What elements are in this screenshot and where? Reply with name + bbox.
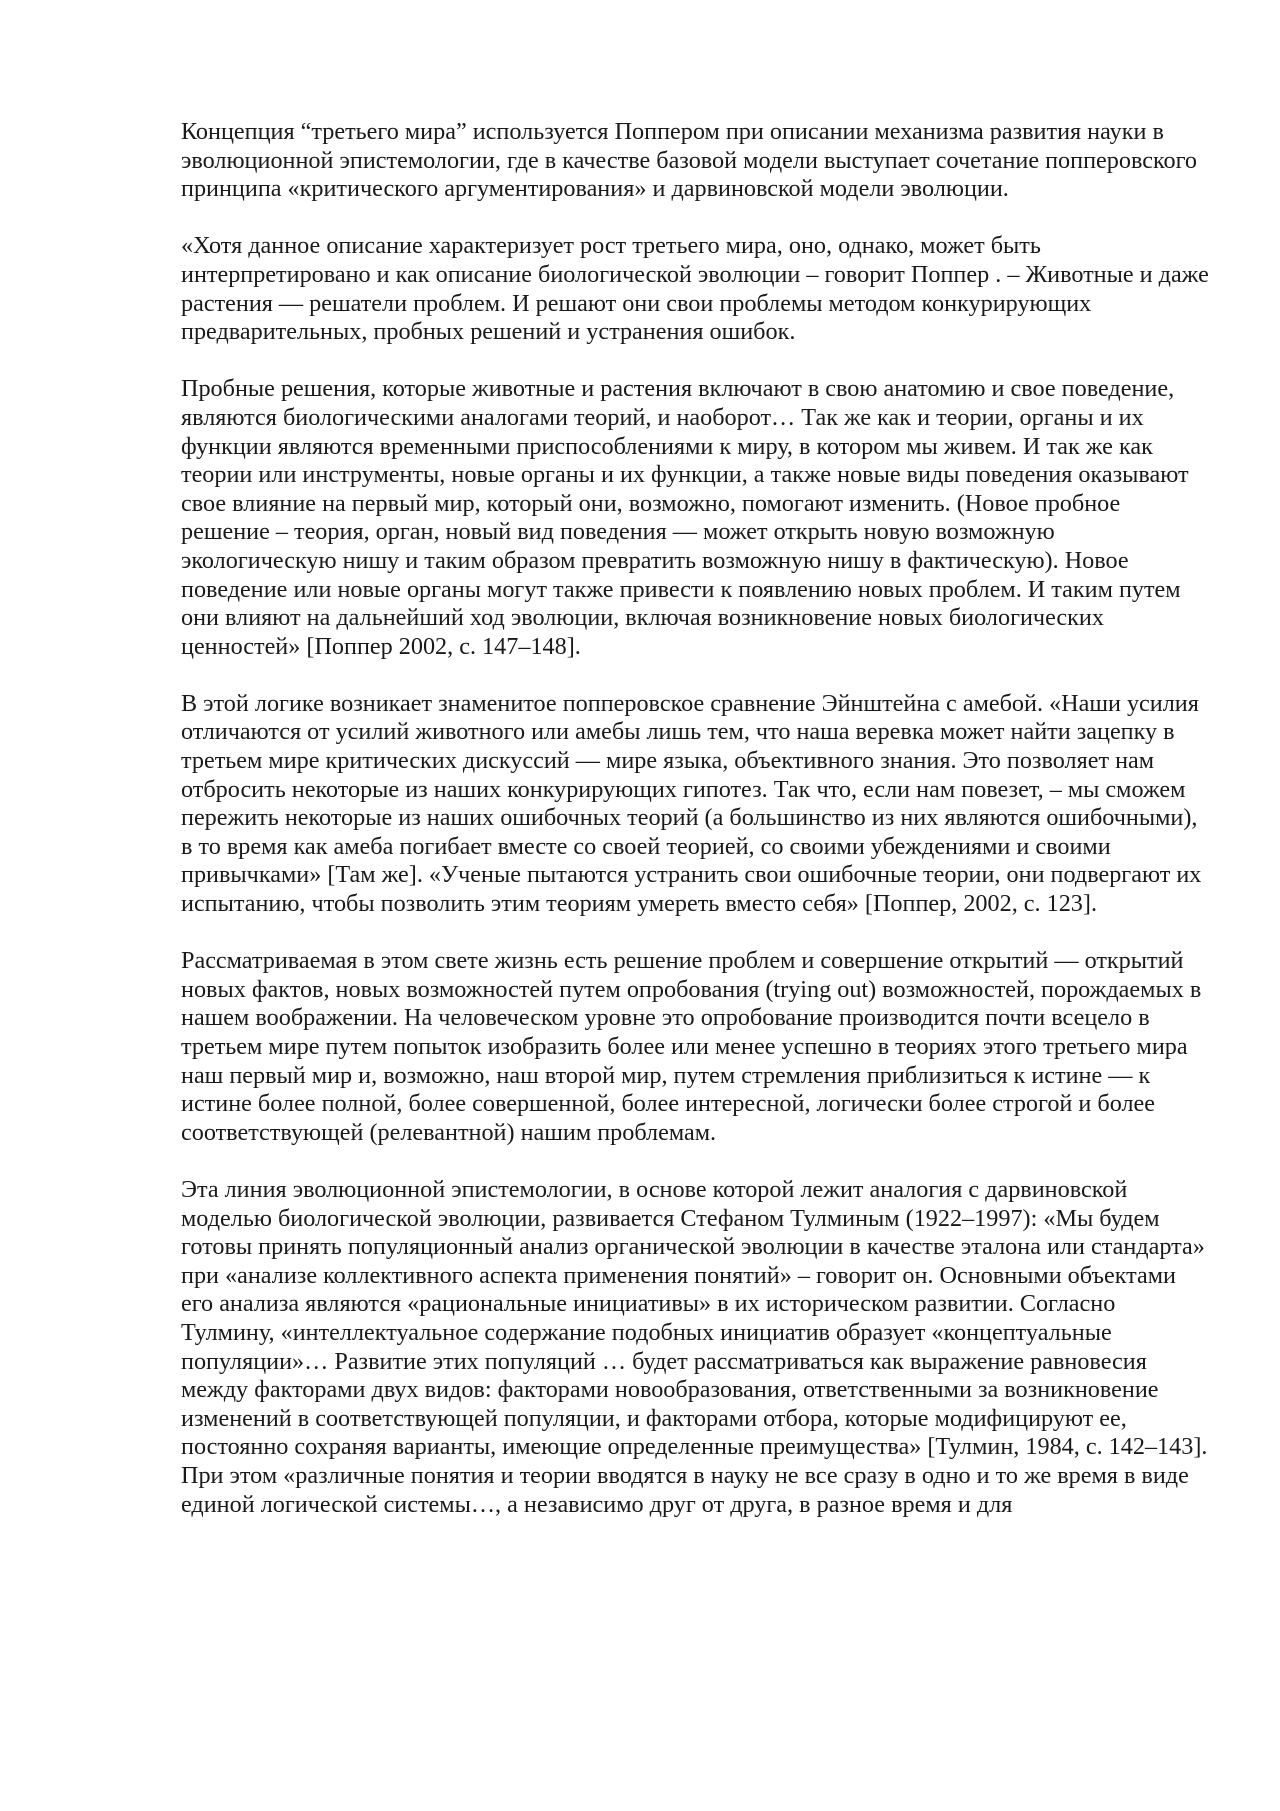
- document-body: [181, 118, 1211, 1519]
- paragraph-popper-quote-evolution: «Хотя данное описание характеризует рост третьего мира, оно, однако, может быть интерпретировано и как описание биологической эволюции – говорит Поппер . – Животные и даже растения — решатели проблем. И решают они свои проблемы методом конкурирующих предварительных, пробных решений и устранения ошибок.: [181, 232, 1209, 346]
- paragraph-trial-solutions: Пробные решения, которые животные и растения включают в свою анатомию и свое поведение, являются биологическими аналогами теорий, и наоборот… Так же как и теории, органы и их функции являются временными приспособлениями к миру, в котором мы живем. И так же как теории или инструменты, новые органы и их функции, а также новые виды поведения оказывают свое влияние на первый мир, который они, возможно, помогают изменить. (Новое пробное решение – теория, орган, новый вид поведения — может открыть новую возможную экологическую нишу и таким образом превратить возможную нишу в фактическую). Новое поведение или новые органы могут также привести к появлению новых проблем. И таким путем они влияют на дальнейший ход эволюции, включая возникновение новых биологических ценностей» [Поппер 2002, с. 147–148].: [181, 375, 1189, 660]
- paragraph-einstein-amoeba: В этой логике возникает знаменитое попперовское сравнение Эйнштейна с амебой. «Наши усилия отличаются от усилий животного или амебы лишь тем, что наша веревка может найти зацепку в третьем мире критических дискуссий — мире языка, объективного знания. Это позволяет нам отбросить некоторые из наших конкурирующих гипотез. Так что, если нам повезет, – мы сможем пережить некоторые из наших ошибочных теорий (а большинство из них являются ошибочными), в то время как амеба погибает вместе со своей теорией, со своими убеждениями и своими привычками» [Там же]. «Ученые пытаются устранить свои ошибочные теории, они подвергают их испытанию, чтобы позволить этим теориям умереть вместо себя» [Поппер, 2002, с. 123].: [181, 689, 1202, 918]
- paragraph-third-world-concept: Концепция “третьего мира” используется Поппером при описании механизма развития науки в эволюционной эпистемологии, где в качестве базовой модели выступает сочетание попперовского принципа «критического аргументирования» и дарвиновской модели эволюции.: [181, 118, 1198, 203]
- paragraph-life-problem-solving: Рассматриваемая в этом свете жизнь есть решение проблем и совершение открытий — открытий новых фактов, новых возможностей путем опробования (trying out) возможностей, порождаемых в нашем воображении. На человеческом уровне это опробование производится почти всецело в третьем мире путем попыток изобразить более или менее успешно в теориях этого третьего мира наш первый мир и, возможно, наш второй мир, путем стремления приблизиться к истине — к истине более полной, более совершенной, более интересной, логически более строгой и более соответствующей (релевантной) нашим проблемам.: [181, 947, 1202, 1146]
- paragraph-toulmin: Эта линия эволюционной эпистемологии, в основе которой лежит аналогия с дарвиновской моделью биологической эволюции, развивается Стефаном Тулминым (1922–1997): «Мы будем готовы принять популяционный анализ органической эволюции в качестве эталона или стандарта» при «анализе коллективного аспекта применения понятий» – говорит он. Основными объектами его анализа являются «рациональные инициативы» в их историческом развитии. Согласно Тулмину, «интеллектуальное содержание подобных инициатив образует «концептуальные популяции»… Развитие этих популяций … будет рассматриваться как выражение равновесия между факторами двух видов: факторами новообразования, ответственными за возникновение изменений в соответствующей популяции, и факторами отбора, которые модифицируют ее, постоянно сохраняя варианты, имеющие определенные преимущества» [Тулмин, 1984, с. 142–143]. При этом «различные понятия и теории вводятся в науку не все сразу в одно и то же время в виде единой логической системы…, а независимо друг от друга, в разное время и для: [181, 1175, 1208, 1518]
